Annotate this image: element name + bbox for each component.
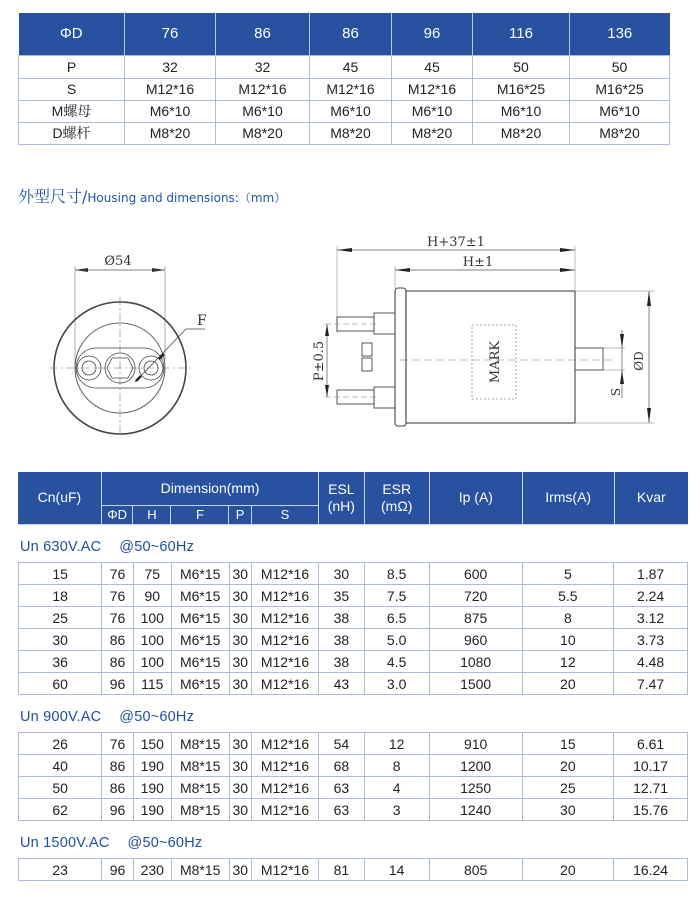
cell-esl: 43 [319,673,364,695]
cell-f: M8*15 [171,755,229,777]
cell-kvar: 6.61 [614,733,688,755]
spec-cell: M12*16 [392,78,473,100]
cell-p: 30 [229,563,251,585]
cell-f: M8*15 [171,799,229,821]
group-frequency: @50~60Hz [127,835,203,851]
data-table-header [18,472,688,525]
cell-h: 100 [133,607,171,629]
cell-od: 86 [102,629,134,651]
spec-cell: M6*10 [473,100,570,122]
spec-cell: M6*10 [570,100,670,122]
cell-irms: 12 [522,651,614,673]
cell-esr: 4.5 [364,651,429,673]
cell-h: 115 [133,673,171,695]
table-row [19,563,688,585]
table-row [19,651,688,673]
cell-h: 150 [133,733,171,755]
cell-esr: 3 [364,799,429,821]
cell-p: 30 [229,585,251,607]
spec-table-body [19,55,670,144]
spec-cell: 50 [570,55,670,78]
pitch-label: P±0.5 [312,340,327,382]
cell-esr: 6.5 [364,607,429,629]
cell-esr: 7.5 [364,585,429,607]
spec-cell: M8*20 [216,122,310,144]
data-table-630v [18,562,688,695]
cell-s: M12*16 [251,799,318,821]
cell-kvar: 7.47 [614,673,688,695]
group-frequency: @50~60Hz [119,709,195,725]
cell-od: 76 [102,585,134,607]
cell-cn: 15 [19,563,102,585]
header-ip: Ip (A) [429,472,522,524]
cell-esr: 14 [364,859,429,881]
cell-ip: 960 [429,629,522,651]
dia-label: Ø54 [104,254,132,269]
header-dimension: Dimension(mm) [101,472,318,505]
cell-s: M12*16 [251,673,318,695]
side-view-drawing [300,228,670,436]
header-esr [364,472,429,524]
cell-esr: 12 [364,733,429,755]
header-esl [319,472,364,524]
group-title-1500v [20,835,202,851]
cell-f: M8*15 [171,733,229,755]
header-dim-h: H [133,505,171,524]
cell-cn: 18 [19,585,102,607]
cell-s: M12*16 [251,733,318,755]
cell-s: M12*16 [251,755,318,777]
data-table-900v [18,732,688,821]
cell-s: M12*16 [251,777,318,799]
cell-cn: 60 [19,673,102,695]
spec-cell: M8*20 [473,122,570,144]
cell-ip: 910 [429,733,522,755]
spec-row [19,78,670,100]
header-dim-od: ΦD [101,505,133,524]
cell-ip: 600 [429,563,522,585]
cell-esl: 68 [319,755,364,777]
cell-f: M6*15 [171,673,229,695]
table-row [19,799,688,821]
flange [395,288,406,426]
cell-esl: 38 [319,629,364,651]
spec-header-cell: 96 [392,13,473,55]
table-row [19,733,688,755]
cell-cn: 40 [19,755,102,777]
spec-header-row [19,13,670,55]
cell-esr: 8 [364,755,429,777]
cell-od: 76 [102,733,134,755]
header-esr-unit: (mΩ) [381,497,413,514]
cell-irms: 25 [522,777,614,799]
cell-esl: 30 [319,563,364,585]
spec-row-label: D螺杆 [19,122,125,144]
table-row [19,755,688,777]
cell-p: 30 [229,651,251,673]
table-row [19,607,688,629]
spec-cell: M8*20 [392,122,473,144]
spec-cell: 32 [216,55,310,78]
spec-row [19,55,670,78]
spec-cell: M12*16 [216,78,310,100]
cell-kvar: 15.76 [614,799,688,821]
cell-s: M12*16 [251,563,318,585]
cell-s: M12*16 [251,607,318,629]
cell-h: 90 [133,585,171,607]
spec-cell: M6*10 [125,100,216,122]
cell-irms: 8 [522,607,614,629]
cell-s: M12*16 [251,629,318,651]
cell-ip: 1240 [429,799,522,821]
cell-kvar: 3.73 [614,629,688,651]
spec-header-cell: 86 [310,13,392,55]
cell-cn: 50 [19,777,102,799]
cell-h: 190 [133,799,171,821]
cell-irms: 10 [522,629,614,651]
section-title-cn: 外型尺寸/ [18,187,88,206]
header-dim-f: F [171,505,229,524]
table-row [19,777,688,799]
cell-irms: 20 [522,859,614,881]
cell-esl: 63 [319,799,364,821]
cell-kvar: 3.12 [614,607,688,629]
header-esl-unit: (nH) [327,497,355,514]
header-kvar: Kvar [614,472,688,524]
spec-cell: M6*10 [392,100,473,122]
cell-s: M12*16 [251,859,318,881]
od-label: ØD [632,351,646,371]
cell-h: 100 [133,629,171,651]
cell-esl: 54 [319,733,364,755]
cell-irms: 5 [522,563,614,585]
header-cn: Cn(uF) [18,472,101,524]
cell-kvar: 16.24 [614,859,688,881]
cell-esl: 63 [319,777,364,799]
cell-esl: 81 [319,859,364,881]
spec-header-cell: 76 [125,13,216,55]
group-voltage: Un 1500V.AC [20,835,110,851]
section-title [18,184,286,207]
spec-cell: 45 [310,55,392,78]
cell-cn: 36 [19,651,102,673]
spec-cell: M6*10 [216,100,310,122]
cell-ip: 805 [429,859,522,881]
spec-cell: 45 [392,55,473,78]
spec-cell: 32 [125,55,216,78]
cell-ip: 1080 [429,651,522,673]
table-row [19,585,688,607]
cell-kvar: 4.48 [614,651,688,673]
cell-ip: 1500 [429,673,522,695]
header-esr-name: ESR [382,480,412,497]
cell-cn: 26 [19,733,102,755]
spec-row [19,122,670,144]
spec-cell: M8*20 [310,122,392,144]
cell-irms: 5.5 [522,585,614,607]
header-dim-p: P [229,505,251,524]
spec-cell: M6*10 [310,100,392,122]
cell-esr: 4 [364,777,429,799]
front-view-drawing [40,235,240,435]
table-row [19,673,688,695]
header-irms: Irms(A) [522,472,614,524]
terminal-base-top [374,313,395,334]
spec-header-cell: 136 [570,13,670,55]
cell-kvar: 10.17 [614,755,688,777]
body-length-label: H±1 [462,255,494,270]
cell-od: 86 [102,777,134,799]
cell-od: 76 [102,563,134,585]
spec-header-cell: 86 [216,13,310,55]
cell-f: M6*15 [171,563,229,585]
spec-header-cell: ΦD [19,13,125,55]
cell-p: 30 [229,859,251,881]
spec-cell: M8*20 [570,122,670,144]
cell-f: M8*15 [171,859,229,881]
total-length-label: H+37±1 [427,235,485,250]
cell-irms: 30 [522,799,614,821]
header-esl-name: ESL [328,480,355,497]
section-title-en: Housing and dimensions:（mm） [87,191,287,205]
mounting-stud [575,348,603,370]
arrow-right-icon [152,268,165,272]
cell-p: 30 [229,733,251,755]
cell-ip: 1250 [429,777,522,799]
cell-esl: 38 [319,607,364,629]
cell-f: M6*15 [171,629,229,651]
cell-s: M12*16 [251,651,318,673]
cell-h: 190 [133,755,171,777]
table-row [19,629,688,651]
cell-f: M6*15 [171,607,229,629]
cell-h: 190 [133,777,171,799]
arrow-left-icon [75,268,88,272]
cell-p: 30 [229,799,251,821]
cell-cn: 62 [19,799,102,821]
cell-s: M12*16 [251,585,318,607]
cell-esl: 38 [319,651,364,673]
cell-cn: 30 [19,629,102,651]
cell-p: 30 [229,755,251,777]
s-label: S [609,387,623,397]
cell-p: 30 [229,607,251,629]
cell-f: M8*15 [171,777,229,799]
cell-esl: 35 [319,585,364,607]
cell-h: 75 [133,563,171,585]
spec-row-label: P [19,55,125,78]
group-frequency: @50~60Hz [119,539,195,555]
cell-od: 96 [102,673,134,695]
spec-cell: M16*25 [570,78,670,100]
cell-od: 86 [102,651,134,673]
spec-row-label: M螺母 [19,100,125,122]
cell-od: 96 [102,799,134,821]
cell-irms: 20 [522,673,614,695]
table-row [19,859,688,881]
cell-ip: 720 [429,585,522,607]
cell-od: 76 [102,607,134,629]
terminal-base-bottom [374,387,395,408]
spec-cell: M16*25 [473,78,570,100]
cell-esr: 8.5 [364,563,429,585]
group-title-630v [20,539,194,555]
spec-cell: M12*16 [125,78,216,100]
cell-ip: 875 [429,607,522,629]
group-voltage: Un 900V.AC [20,709,102,725]
spec-cell: M8*20 [125,122,216,144]
cell-irms: 20 [522,755,614,777]
cell-od: 86 [102,755,134,777]
cell-kvar: 2.24 [614,585,688,607]
cell-irms: 15 [522,733,614,755]
cell-cn: 25 [19,607,102,629]
cell-esr: 5.0 [364,629,429,651]
mark-label: MARK [488,340,503,384]
spec-header-cell: 116 [473,13,570,55]
cell-cn: 23 [19,859,102,881]
cell-p: 30 [229,629,251,651]
cell-f: M6*15 [171,651,229,673]
f-label: F [197,313,207,329]
cell-h: 230 [133,859,171,881]
header-dim-s: S [251,505,319,524]
cell-ip: 1200 [429,755,522,777]
cell-p: 30 [229,673,251,695]
cell-esr: 3.0 [364,673,429,695]
cell-od: 96 [102,859,134,881]
cell-kvar: 1.87 [614,563,688,585]
spec-row [19,100,670,122]
data-table-1500v [18,858,688,881]
spec-cell: M12*16 [310,78,392,100]
cell-f: M6*15 [171,585,229,607]
cell-kvar: 12.71 [614,777,688,799]
spec-row-label: S [19,78,125,100]
spec-cell: 50 [473,55,570,78]
cell-p: 30 [229,777,251,799]
group-voltage: Un 630V.AC [20,539,102,555]
cell-h: 100 [133,651,171,673]
group-title-900v [20,709,194,725]
spec-table [18,13,670,145]
